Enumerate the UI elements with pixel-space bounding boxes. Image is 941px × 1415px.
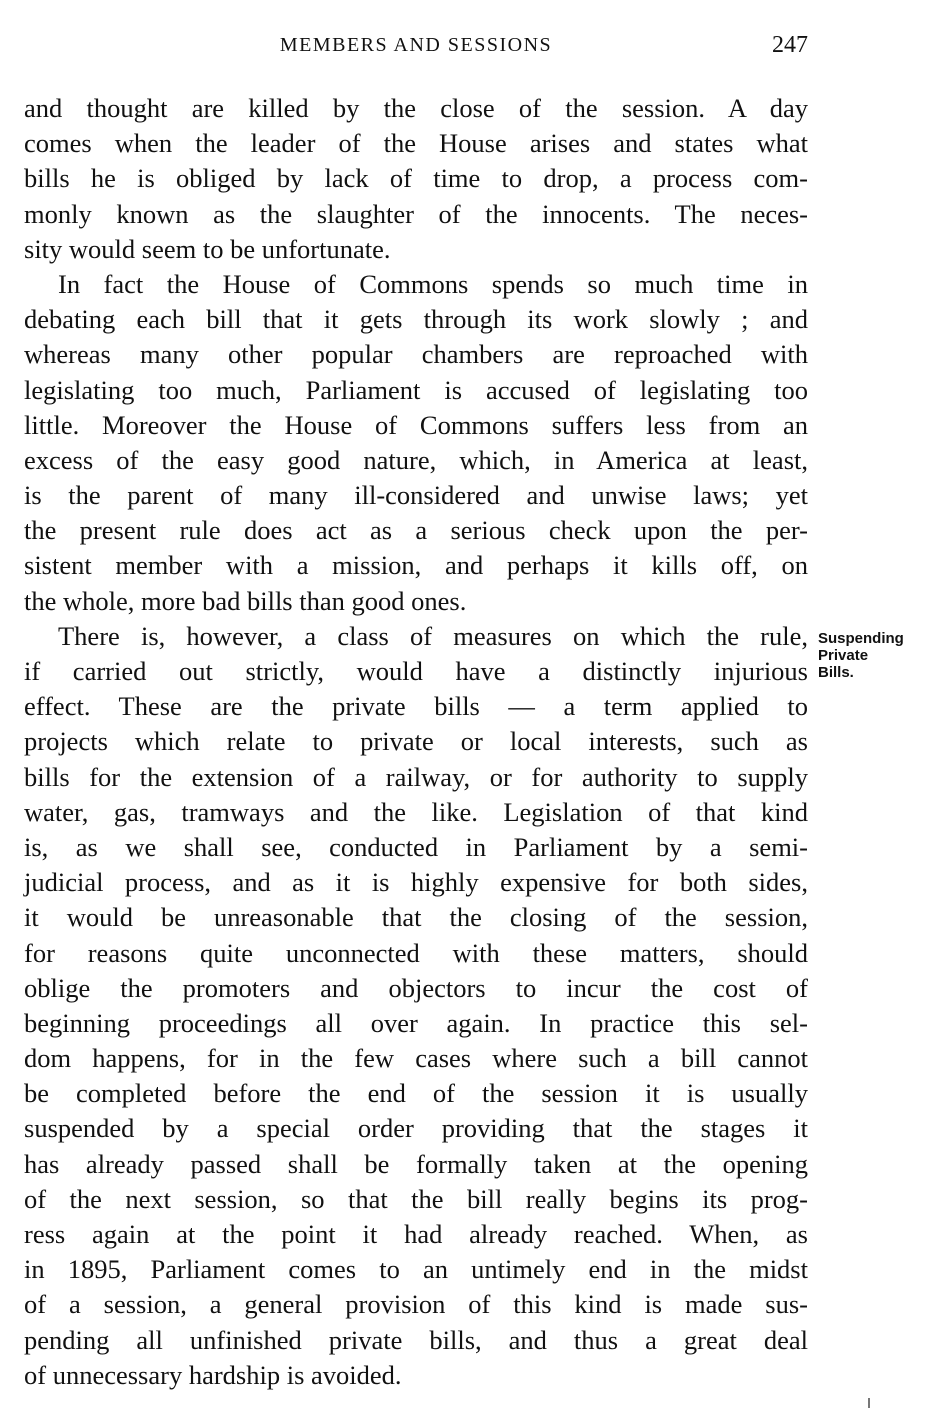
margin-note-line: Private xyxy=(818,647,869,664)
text-line: There is, however, a class of measures on which the rule, xyxy=(58,620,808,651)
text-line: comes when the leader of the House arises and states what xyxy=(24,128,808,159)
text-line: oblige the promoters and objectors to incur the cost of xyxy=(24,972,808,1003)
page-number: 247 xyxy=(772,32,808,58)
text-line: if carried out strictly, would have a distinctly injurious xyxy=(24,656,808,686)
text-line: debating each bill that it gets through its work slowly ; and xyxy=(24,304,808,335)
text-line: and thought are killed by the close of the session. A day xyxy=(24,93,808,123)
text-line: legislating too much, Parliament is accused of legislating too xyxy=(24,374,808,405)
text-line: the whole, more bad bills than good ones. xyxy=(24,585,467,616)
text-line: beginning proceedings all over again. In practice this sel- xyxy=(24,1007,808,1038)
text-line: suspended by a special order providing that the stages it xyxy=(24,1113,808,1144)
text-line: bills he is obliged by lack of time to drop, a process com- xyxy=(24,163,808,194)
text-line: be completed before the end of the session it is usually xyxy=(24,1078,808,1109)
text-line: little. Moreover the House of Commons suffers less from an xyxy=(24,409,808,440)
text-line: whereas many other popular chambers are reproached with xyxy=(24,339,808,370)
margin-note xyxy=(818,630,938,681)
text-line: it would be unreasonable that the closing of the session, xyxy=(24,902,808,933)
text-line: effect. These are the private bills — a term applied to xyxy=(24,691,808,722)
paragraph-3 xyxy=(24,619,808,1393)
paragraph-2 xyxy=(24,267,808,619)
text-line: for reasons quite unconnected with these matters, should xyxy=(24,937,808,968)
text-line: of a session, a general provision of this kind is made sus- xyxy=(24,1289,808,1320)
text-line: water, gas, tramways and the like. Legislation of that kind xyxy=(24,796,808,827)
text-line: sity would seem to be unfortunate. xyxy=(24,233,391,264)
text-line: is, as we shall see, conducted in Parliament by a semi- xyxy=(24,831,808,862)
text-line: of the next session, so that the bill really begins its prog- xyxy=(24,1183,808,1214)
margin-note-line: Suspending xyxy=(818,630,904,647)
text-line: excess of the easy good nature, which, in America at least, xyxy=(24,444,808,475)
text-line: projects which relate to private or local interests, such as xyxy=(24,726,808,757)
paragraph-1 xyxy=(24,91,808,267)
text-line: In fact the House of Commons spends so much time in xyxy=(58,268,808,299)
text-line: sistent member with a mission, and perhaps it kills off, on xyxy=(24,550,808,581)
margin-note-line: Bills. xyxy=(818,664,854,681)
text-line: of unnecessary hardship is avoided. xyxy=(24,1359,402,1390)
text-line: has already passed shall be formally taken at the opening xyxy=(24,1148,808,1179)
text-line: pending all unfinished private bills, and thus a great deal xyxy=(24,1324,808,1355)
page-header xyxy=(24,28,808,62)
text-line: the present rule does act as a serious check upon the per- xyxy=(24,515,808,546)
running-head: MEMBERS AND SESSIONS xyxy=(279,34,553,56)
text-line: is the parent of many ill-considered and unwise laws; yet xyxy=(24,480,808,511)
body-text xyxy=(24,91,808,1393)
text-line: judicial process, and as it is highly expensive for both sides, xyxy=(24,867,808,898)
text-line: ress again at the point it had already reached. When, as xyxy=(24,1219,808,1249)
scan-mark xyxy=(868,1398,870,1408)
text-line: bills for the extension of a railway, or for authority to supply xyxy=(24,761,808,792)
text-line: monly known as the slaughter of the innocents. The neces- xyxy=(24,198,808,229)
text-line: dom happens, for in the few cases where such a bill cannot xyxy=(24,1043,808,1074)
text-line: in 1895, Parliament comes to an untimely end in the midst xyxy=(24,1254,808,1285)
